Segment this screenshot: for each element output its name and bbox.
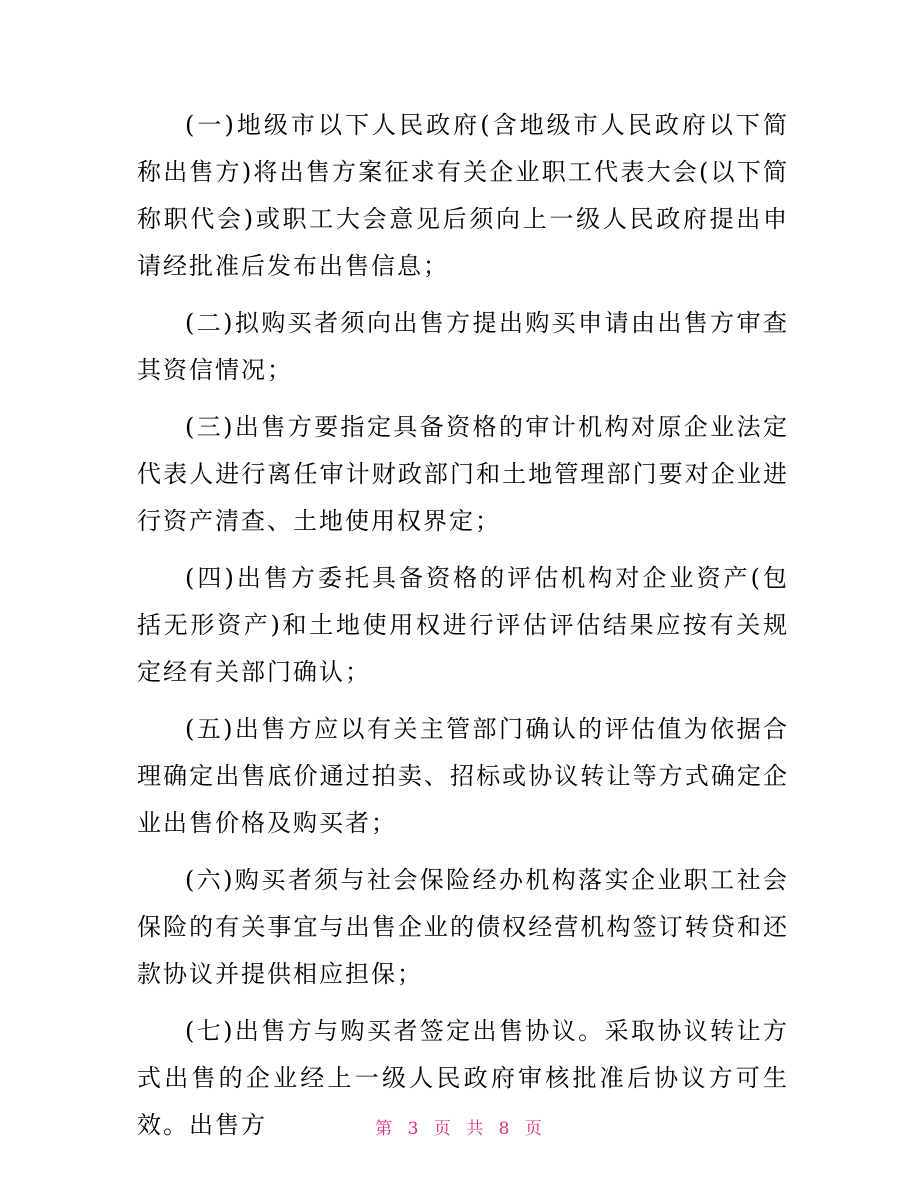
footer-current-page: 3	[407, 1119, 422, 1139]
footer-label-total: 共	[466, 1119, 487, 1139]
footer-label-page: 第	[375, 1119, 396, 1139]
paragraph-2: (二)拟购买者须向出售方提出购买申请由出售方审查其资信情况；	[137, 309, 789, 384]
paragraph-3: (三)出售方要指定具备资格的审计机构对原企业法定代表人进行离任审计财政部门和土地管理部门要对企业进行资产清查、土地使用权界定；	[137, 413, 789, 535]
paragraph-4: (四)出售方委托具备资格的评估机构对企业资产(包括无形资产)和土地使用权进行评估评估结果应按有关规定经有关部门确认；	[137, 564, 789, 686]
paragraph-1: (一)地级市以下人民政府(含地级市人民政府以下简称出售方)将出售方案征求有关企业职工代表大会(以下简称职代会)或职工大会意见后须向上一级人民政府提出申请经批准后发布出售信息；	[137, 111, 789, 280]
footer-label-unit: 页	[433, 1119, 454, 1139]
paragraph-7: (七)出售方与购买者签定出售协议。采取协议转让方式出售的企业经上一级人民政府审核批准后协议方可生效。出售方	[137, 1017, 789, 1139]
paragraph-5: (五)出售方应以有关主管部门确认的评估值为依据合理确定出售底价通过拍卖、招标或协议转让等方式确定企业出售价格及购买者；	[137, 715, 789, 837]
document-body	[137, 102, 789, 1159]
page-number-footer	[0, 1114, 920, 1139]
paragraph-6: (六)购买者须与社会保险经办机构落实企业职工社会保险的有关事宜与出售企业的债权经营机构签订转贷和还款协议并提供相应担保；	[137, 866, 789, 988]
footer-total-pages: 8	[498, 1119, 513, 1139]
footer-label-unit-end: 页	[524, 1119, 545, 1139]
